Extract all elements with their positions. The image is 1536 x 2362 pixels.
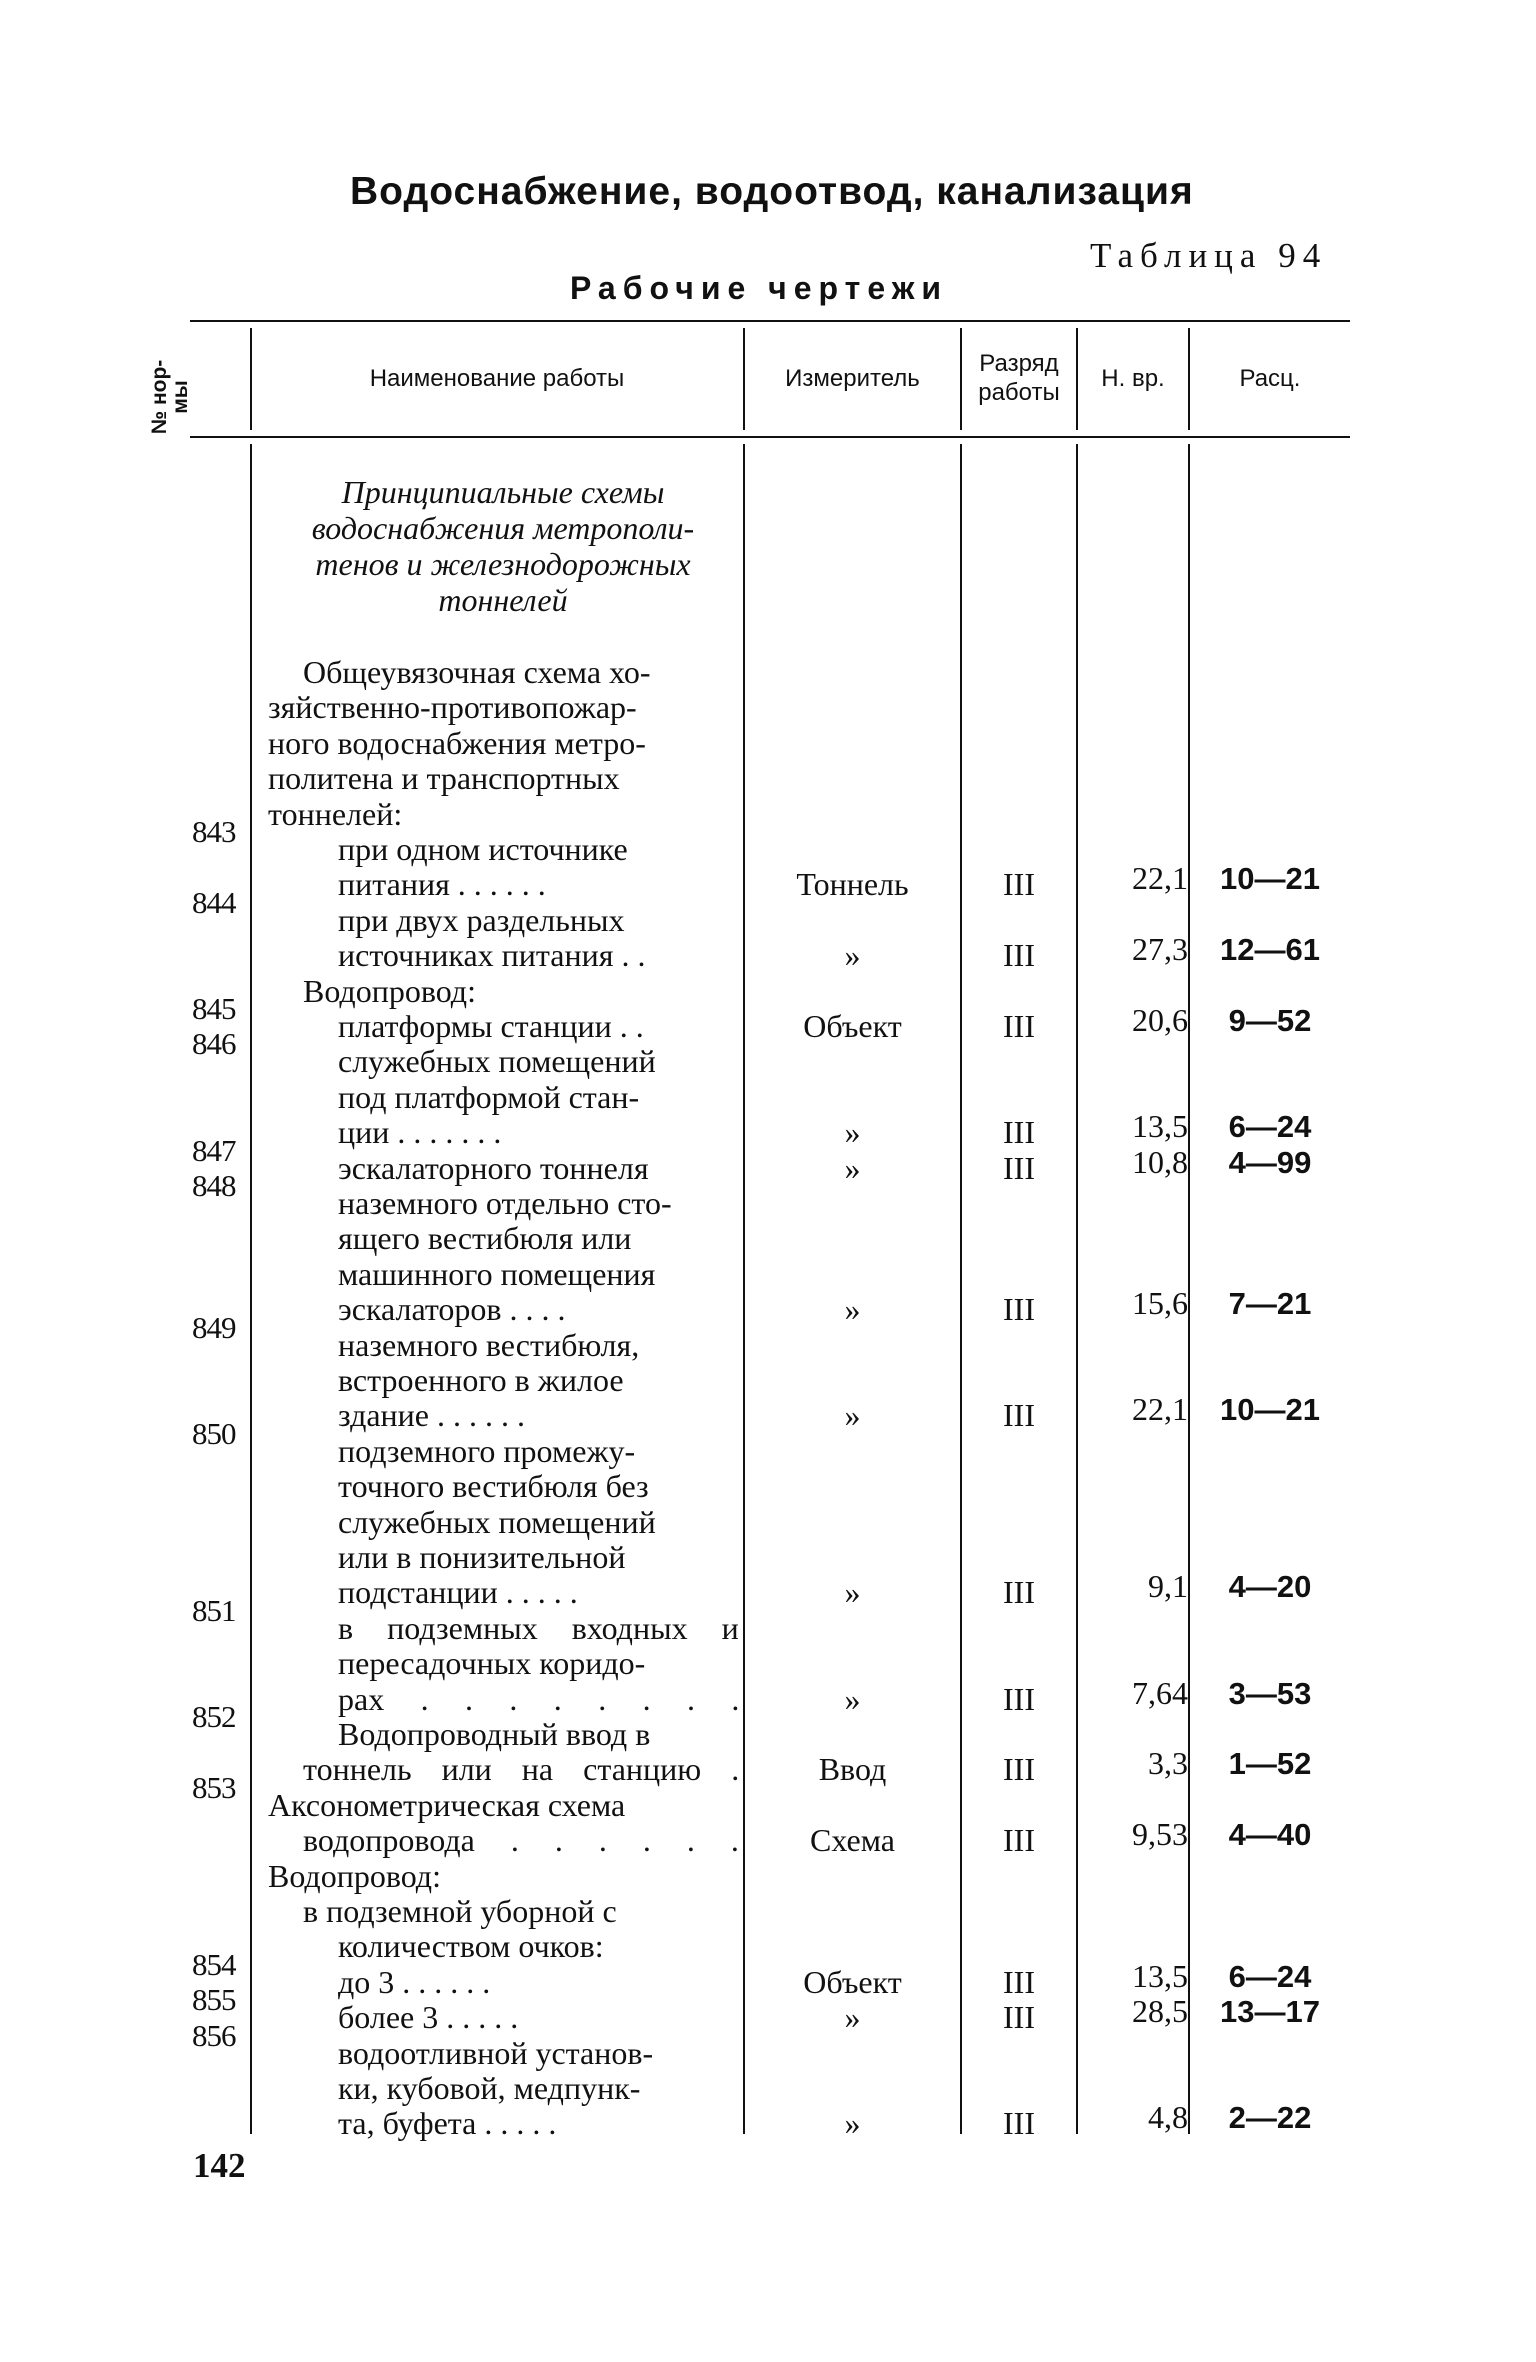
grade-cell: III bbox=[1003, 1291, 1035, 1328]
work-name-line: тоннелей: bbox=[268, 795, 403, 832]
work-name-line: Аксонометрическая схема bbox=[268, 1786, 626, 1823]
time-norm-cell: 7,64 bbox=[1132, 1674, 1188, 1711]
norm-number: 848 bbox=[192, 1168, 236, 1203]
section-title-line: тенов и железнодорожных bbox=[315, 546, 691, 582]
norm-number: 850 bbox=[192, 1415, 236, 1451]
norm-number: 849 bbox=[192, 1309, 236, 1345]
time-norm-cell: 27,3 bbox=[1132, 931, 1188, 968]
unit-cell: » bbox=[844, 1397, 861, 1434]
price-cell: 6—24 bbox=[1228, 1109, 1312, 1145]
grade-cell: III bbox=[1003, 1999, 1035, 2036]
table-number: Таблица 94 bbox=[1090, 236, 1328, 275]
price-cell: 3—53 bbox=[1228, 1675, 1312, 1711]
header-grade: Разряд работы bbox=[978, 350, 1060, 406]
work-name-line: Водопровод: bbox=[268, 1857, 441, 1894]
col-rule bbox=[250, 328, 252, 430]
work-name-line: служебных помещений bbox=[338, 1503, 656, 1540]
page-number: 142 bbox=[193, 2146, 246, 2185]
header-time-norm: Н. вр. bbox=[1101, 364, 1165, 392]
table-subtitle: Рабочие чертежи bbox=[570, 270, 949, 306]
work-name-line: количеством очков: bbox=[338, 1928, 604, 1965]
page-title: Водоснабжение, водоотвод, канализация bbox=[350, 170, 1194, 213]
norm-number: 843 bbox=[192, 814, 236, 849]
price-cell: 6—24 bbox=[1228, 1958, 1312, 1994]
work-name-line: водоотливной установ- bbox=[338, 2034, 654, 2071]
work-name-line: водопровода . . . . . . bbox=[303, 1822, 739, 1859]
time-norm-cell: 9,53 bbox=[1132, 1816, 1188, 1853]
work-name-line: встроенного в жилое bbox=[338, 1362, 624, 1398]
col-rule bbox=[743, 328, 745, 430]
grade-cell: III bbox=[1003, 1574, 1035, 1611]
time-norm-cell: 13,5 bbox=[1132, 1108, 1188, 1145]
unit-cell: » bbox=[844, 1680, 861, 1717]
norm-number: 846 bbox=[192, 1026, 236, 1062]
time-norm-cell: 4,8 bbox=[1148, 2099, 1188, 2136]
work-name-line: точного вестибюля без bbox=[338, 1468, 649, 1505]
unit-cell: Тоннель bbox=[796, 866, 909, 903]
work-name-line: рах . . . . . . . . bbox=[338, 1680, 740, 1717]
grade-cell: III bbox=[1003, 1680, 1035, 1717]
time-norm-cell: 20,6 bbox=[1132, 1002, 1188, 1038]
work-name-line: под платформой стан- bbox=[338, 1078, 640, 1115]
norm-number: 856 bbox=[192, 2017, 236, 2053]
work-name-line: ции . . . . . . . bbox=[338, 1114, 502, 1151]
work-name-line: тоннель или на станцию . bbox=[303, 1751, 740, 1788]
section-title-line: тоннелей bbox=[438, 582, 568, 618]
work-name-line: источниках питания . . bbox=[338, 937, 646, 974]
unit-cell: » bbox=[844, 1574, 861, 1611]
header-norm-number: № нор- мы bbox=[148, 359, 192, 435]
work-name-line: ки, кубовой, медпунк- bbox=[338, 2070, 641, 2106]
work-name-line: машинного помещения bbox=[338, 1255, 656, 1292]
work-name-line: подземного промежу- bbox=[338, 1432, 636, 1469]
col-rule bbox=[1188, 328, 1190, 430]
time-norm-cell: 13,5 bbox=[1132, 1957, 1188, 1994]
header-bottom-rule bbox=[190, 436, 1350, 438]
col-rule bbox=[1076, 328, 1078, 430]
price-cell: 4—99 bbox=[1228, 1144, 1312, 1180]
grade-cell: III bbox=[1003, 1114, 1035, 1151]
price-cell: 9—52 bbox=[1228, 1003, 1312, 1038]
work-name-line: политена и транспортных bbox=[268, 760, 620, 797]
unit-cell: » bbox=[844, 1291, 861, 1328]
price-cell: 12—61 bbox=[1220, 932, 1320, 968]
work-name-line: Водопроводный ввод в bbox=[338, 1716, 651, 1752]
work-name-line: ного водоснабжения метро- bbox=[268, 724, 646, 761]
price-cell: 4—40 bbox=[1228, 1817, 1312, 1853]
price-cell: 7—21 bbox=[1228, 1286, 1312, 1322]
unit-cell: » bbox=[844, 1149, 861, 1186]
grade-cell: III bbox=[1003, 937, 1035, 974]
work-name-line: наземного вестибюля, bbox=[338, 1326, 640, 1363]
work-name-line: питания . . . . . . bbox=[338, 866, 546, 903]
work-name-line: платформы станции . . bbox=[338, 1008, 644, 1044]
header-unit: Измеритель bbox=[785, 364, 920, 392]
norm-number: 845 bbox=[192, 991, 236, 1026]
time-norm-cell: 3,3 bbox=[1148, 1745, 1188, 1782]
norm-number: 855 bbox=[192, 1982, 236, 2018]
grade-cell: III bbox=[1003, 1751, 1035, 1788]
work-name-line: ящего вестибюля или bbox=[338, 1220, 632, 1257]
work-name-line: пересадочных коридо- bbox=[338, 1645, 646, 1682]
section-title bbox=[268, 474, 738, 618]
work-name-line: служебных помещений bbox=[338, 1043, 656, 1080]
work-name-line: эскалаторов . . . . bbox=[338, 1291, 566, 1328]
header-price: Расц. bbox=[1239, 364, 1301, 392]
work-name-line: эскалаторного тоннеля bbox=[338, 1149, 649, 1186]
work-name-line: Общеувязочная схема хо- bbox=[303, 654, 651, 690]
time-norm-cell: 10,8 bbox=[1132, 1143, 1188, 1180]
norm-number: 854 bbox=[192, 1946, 236, 1982]
grade-cell: III bbox=[1003, 1149, 1035, 1186]
norm-number: 853 bbox=[192, 1769, 236, 1805]
time-norm-cell: 22,1 bbox=[1132, 860, 1188, 897]
grade-cell: III bbox=[1003, 1008, 1035, 1044]
time-norm-cell: 22,1 bbox=[1132, 1391, 1188, 1428]
work-name-line: или в понизительной bbox=[338, 1539, 626, 1575]
work-name-line: подстанции . . . . . bbox=[338, 1574, 578, 1611]
price-cell: 10—21 bbox=[1220, 861, 1320, 897]
norm-number: 851 bbox=[192, 1592, 236, 1628]
section-title-line: водоснабжения метрополи- bbox=[311, 510, 695, 546]
norm-number: 852 bbox=[192, 1699, 236, 1734]
work-name-line: до 3 . . . . . . bbox=[338, 1963, 491, 2000]
col-rule bbox=[960, 328, 962, 430]
unit-cell: Ввод bbox=[818, 1751, 887, 1788]
work-name-line: при одном источнике bbox=[338, 831, 628, 867]
grade-cell: III bbox=[1003, 1963, 1035, 2000]
unit-cell: » bbox=[844, 1114, 861, 1151]
work-name-line: в подземных входных и bbox=[338, 1609, 739, 1646]
work-name-line: наземного отдельно сто- bbox=[338, 1185, 672, 1221]
table-top-rule bbox=[190, 320, 1350, 322]
unit-cell: Объект bbox=[803, 1008, 902, 1044]
section-title-line: Принципиальные схемы bbox=[341, 474, 665, 510]
grade-cell: III bbox=[1003, 2105, 1035, 2142]
time-norm-cell: 15,6 bbox=[1132, 1285, 1188, 1322]
time-norm-cell: 28,5 bbox=[1132, 1993, 1188, 2030]
col-rule bbox=[960, 444, 962, 2134]
time-norm-cell: 9,1 bbox=[1148, 1568, 1188, 1605]
price-cell: 1—52 bbox=[1228, 1746, 1312, 1782]
unit-cell: » bbox=[844, 1999, 861, 2036]
work-name-line: здание . . . . . . bbox=[338, 1397, 525, 1434]
unit-cell: » bbox=[844, 937, 861, 974]
norm-number: 844 bbox=[192, 884, 236, 920]
unit-cell: Объект bbox=[803, 1963, 902, 2000]
work-name-line: при двух раздельных bbox=[338, 901, 625, 938]
norm-number: 847 bbox=[192, 1132, 236, 1168]
grade-cell: III bbox=[1003, 866, 1035, 903]
work-name-line: более 3 . . . . . bbox=[338, 1999, 519, 2036]
grade-cell: III bbox=[1003, 1822, 1035, 1859]
work-name-line: зяйственно-противопожар- bbox=[268, 689, 637, 726]
price-cell: 2—22 bbox=[1228, 2100, 1312, 2136]
col-rule bbox=[250, 444, 252, 2134]
unit-cell: » bbox=[844, 2105, 861, 2142]
price-cell: 4—20 bbox=[1228, 1569, 1312, 1605]
unit-cell: Схема bbox=[810, 1822, 895, 1859]
work-name-line: та, буфета . . . . . bbox=[338, 2105, 557, 2142]
work-name-line: Водопровод: bbox=[303, 972, 476, 1009]
grade-cell: III bbox=[1003, 1397, 1035, 1434]
col-rule bbox=[743, 444, 745, 2134]
work-name-line: в подземной уборной с bbox=[303, 1893, 617, 1929]
price-cell: 10—21 bbox=[1220, 1392, 1320, 1428]
header-work-name: Наименование работы bbox=[369, 364, 625, 392]
price-cell: 13—17 bbox=[1220, 1994, 1320, 2030]
